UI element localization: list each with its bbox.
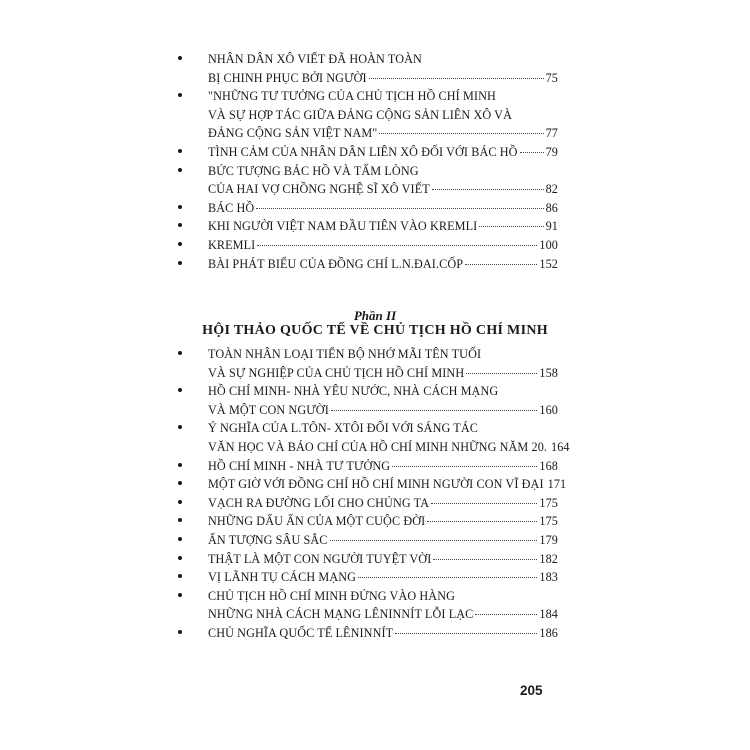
toc-entry-page: 79 xyxy=(545,144,558,159)
bullet-icon xyxy=(178,351,182,355)
bullet-icon xyxy=(178,425,182,429)
toc-entry-page: 152 xyxy=(539,256,558,271)
toc-entry-title: KREMLI xyxy=(208,237,256,252)
toc-entry-title: BỨC TƯỢNG BÁC HỒ VÀ TẤM LÒNG xyxy=(208,163,419,178)
toc-entry xyxy=(178,236,558,255)
bullet-icon xyxy=(178,168,182,172)
toc-entry-line xyxy=(208,550,558,569)
toc-entry-line xyxy=(208,457,558,476)
part-label: Phần II xyxy=(353,308,397,323)
toc-entry-line xyxy=(208,199,558,218)
toc-entry-page: 82 xyxy=(545,182,558,197)
toc-entry-line xyxy=(208,364,558,383)
toc-entry-line xyxy=(208,162,558,181)
bullet-icon xyxy=(178,481,182,485)
toc-entry-title: HỒ CHÍ MINH - NHÀ TƯ TƯỞNG xyxy=(208,458,391,473)
toc-entry-title: TÌNH CẢM CỦA NHÂN DÂN LIÊN XÔ ĐỐI VỚI BÁC HỒ xyxy=(208,144,518,159)
toc-entry-line xyxy=(208,382,558,401)
dot-leader xyxy=(427,520,537,522)
toc-entry-title: KHI NGƯỜI VIỆT NAM ĐẦU TIÊN VÀO KREMLI xyxy=(208,219,478,234)
toc-entry xyxy=(178,531,558,550)
dot-leader xyxy=(257,244,537,246)
dot-leader xyxy=(465,263,537,265)
toc-entry xyxy=(178,419,570,456)
dot-leader xyxy=(475,613,537,615)
toc-entry-page: 160 xyxy=(539,402,558,417)
toc-entry-line xyxy=(208,345,558,364)
bullet-icon xyxy=(178,261,182,265)
toc-entry-page: 91 xyxy=(545,219,558,234)
toc-entry-page: 100 xyxy=(539,237,558,252)
toc-entry-line xyxy=(208,624,558,643)
toc-entry-title: TOÀN NHÂN LOẠI TIẾN BỘ NHỚ MÃI TÊN TUỔI xyxy=(208,347,482,361)
bullet-icon xyxy=(178,242,182,246)
toc-entry xyxy=(178,494,558,513)
toc-entry-line xyxy=(208,69,558,88)
toc-entry xyxy=(178,50,558,87)
dot-leader xyxy=(358,576,537,578)
toc-entry xyxy=(178,143,558,162)
dot-leader xyxy=(392,465,537,467)
toc-entry xyxy=(178,550,558,569)
page-number: 205 xyxy=(520,683,543,698)
toc-entry-title: VÀ SỰ HỢP TÁC GIỮA ĐẢNG CỘNG SẢN LIÊN XÔ VÀ xyxy=(208,107,512,122)
toc-entry-page: 183 xyxy=(539,570,558,585)
toc-entry-page: 77 xyxy=(545,126,558,141)
bullet-icon xyxy=(178,388,182,392)
toc-entry xyxy=(178,345,558,382)
dot-leader xyxy=(520,151,544,153)
toc-entry-line xyxy=(208,217,558,236)
toc-list-part1 xyxy=(178,50,558,273)
toc-entry-line xyxy=(208,87,558,106)
dot-leader xyxy=(256,207,543,209)
toc-entry-line xyxy=(208,236,558,255)
toc-entry-line xyxy=(208,568,558,587)
toc-entry-line xyxy=(208,587,558,606)
dot-leader xyxy=(466,372,537,374)
toc-entry-title: VÀ MỘT CON NGƯỜI xyxy=(208,402,329,417)
toc-entry xyxy=(178,162,558,199)
toc-entry-title: VÀ SỰ NGHIỆP CỦA CHỦ TỊCH HỒ CHÍ MINH xyxy=(208,365,465,380)
toc-entry xyxy=(178,87,558,143)
toc-entry xyxy=(178,457,558,476)
toc-entry-line xyxy=(208,438,570,457)
toc-entry-title: NHỮNG DẤU ẤN CỦA MỘT CUỘC ĐỜI xyxy=(208,514,426,529)
bullet-icon xyxy=(178,500,182,504)
bullet-icon xyxy=(178,556,182,560)
toc-entry-page: 168 xyxy=(539,458,558,473)
toc-entry-title: CỦA HAI VỢ CHỒNG NGHỆ SĨ XÔ VIẾT xyxy=(208,182,430,197)
toc-entry-page: 175 xyxy=(539,495,558,510)
toc-entry-title: THẬT LÀ MỘT CON NGƯỜI TUYỆT VỜI xyxy=(208,551,432,566)
toc-entry-line xyxy=(208,401,558,420)
toc-list-part2 xyxy=(178,345,570,643)
toc-entry-title: BÁC HỒ xyxy=(208,200,255,215)
toc-entry-title: HỒ CHÍ MINH- NHÀ YÊU NƯỚC, NHÀ CÁCH MẠNG xyxy=(208,384,499,399)
toc-entry-title: MỘT GIỜ VỚI ĐỒNG CHÍ HỒ CHÍ MINH NGƯỜI CON VĨ ĐẠI xyxy=(208,477,544,492)
bullet-icon xyxy=(178,574,182,578)
toc-entry-line xyxy=(208,605,558,624)
toc-entry-line xyxy=(208,106,558,125)
toc-entry-line xyxy=(208,512,558,531)
toc-entry xyxy=(178,255,558,274)
toc-entry xyxy=(178,624,558,643)
toc-entry-page: 164 xyxy=(551,439,570,454)
toc-entry-title: CHỦ TỊCH HỒ CHÍ MINH ĐỨNG VÀO HÀNG xyxy=(208,588,456,603)
bullet-icon xyxy=(178,518,182,522)
bullet-icon xyxy=(178,593,182,597)
toc-entry-title: VẠCH RA ĐƯỜNG LỐI CHO CHÚNG TA xyxy=(208,495,430,510)
dot-leader xyxy=(330,539,538,541)
dot-leader xyxy=(433,558,537,560)
toc-entry-title: ẤN TƯỢNG SÂU SẮC xyxy=(208,532,328,547)
toc-entry-title: Ý NGHĨA CỦA L.TÔN- XTÔI ĐỐI VỚI SÁNG TÁC xyxy=(208,421,478,436)
bullet-icon xyxy=(178,630,182,634)
toc-entry xyxy=(178,512,558,531)
toc-entry-title: BÀI PHÁT BIỂU CỦA ĐỒNG CHÍ L.N.ĐAI.CỐP xyxy=(208,256,464,271)
toc-entry-line xyxy=(208,531,558,550)
toc-entry-title: NHÂN DÂN XÔ VIẾT ĐÃ HOÀN TOÀN xyxy=(208,52,422,66)
dot-leader xyxy=(369,77,544,79)
toc-entry-page: 186 xyxy=(539,625,558,640)
toc-entry-title: VĂN HỌC VÀ BÁO CHÍ CỦA HỒ CHÍ MINH NHỮNG NĂM 20. xyxy=(208,439,548,454)
toc-entry-page: 75 xyxy=(545,70,558,85)
toc-entry xyxy=(178,199,558,218)
toc-entry-line xyxy=(208,494,558,513)
bullet-icon xyxy=(178,205,182,209)
dot-leader xyxy=(379,132,543,134)
toc-entry-title: "NHỮNG TƯ TƯỞNG CỦA CHỦ TỊCH HỒ CHÍ MINH xyxy=(208,89,496,104)
toc-entry-line xyxy=(208,255,558,274)
toc-entry-line xyxy=(208,475,567,494)
toc-entry xyxy=(178,475,567,494)
toc-entry xyxy=(178,587,558,624)
part-title: HỘI THẢO QUỐC TẾ VỀ CHỦ TỊCH HỒ CHÍ MINH xyxy=(202,323,548,338)
toc-entry-page: 179 xyxy=(539,532,558,547)
toc-entry-page: 184 xyxy=(539,607,558,622)
dot-leader xyxy=(395,632,537,634)
bullet-icon xyxy=(178,149,182,153)
bullet-icon xyxy=(178,93,182,97)
toc-entry-line xyxy=(208,419,558,438)
toc-entry-line xyxy=(208,124,558,143)
dot-leader xyxy=(431,502,537,504)
toc-entry-line xyxy=(208,180,558,199)
toc-entry-line xyxy=(208,143,558,162)
toc-entry xyxy=(178,217,558,236)
toc-entry-title: CHỦ NGHĨA QUỐC TẾ LÊNINNÍT xyxy=(208,625,394,640)
toc-entry xyxy=(178,382,558,419)
toc-entry-line xyxy=(208,50,558,69)
toc-entry-title: VỊ LÃNH TỤ CÁCH MẠNG xyxy=(208,570,357,585)
bullet-icon xyxy=(178,56,182,60)
dot-leader xyxy=(479,225,543,227)
toc-entry-page: 182 xyxy=(539,551,558,566)
toc-entry-page: 171 xyxy=(547,477,567,492)
toc-entry-page: 158 xyxy=(539,365,558,380)
toc-entry-page: 86 xyxy=(545,200,558,215)
bullet-icon xyxy=(178,223,182,227)
bullet-icon xyxy=(178,537,182,541)
toc-entry-title: ĐẢNG CỘNG SẢN VIỆT NAM" xyxy=(208,126,378,141)
toc-entry xyxy=(178,568,558,587)
toc-entry-title: NHỮNG NHÀ CÁCH MẠNG LÊNINNÍT LỖI LẠC xyxy=(208,607,474,622)
toc-entry-title: BỊ CHINH PHỤC BỞI NGƯỜI xyxy=(208,70,367,85)
dot-leader xyxy=(331,409,538,411)
toc-entry-page: 175 xyxy=(539,514,558,529)
dot-leader xyxy=(432,188,544,190)
bullet-icon xyxy=(178,463,182,467)
